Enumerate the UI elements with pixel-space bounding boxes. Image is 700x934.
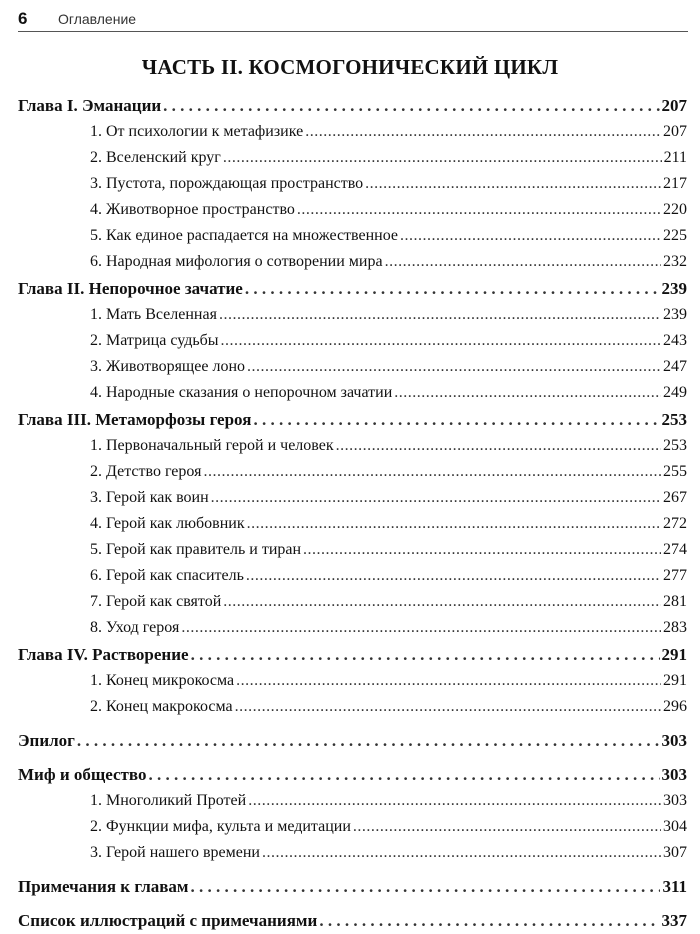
table-of-contents [18,92,687,934]
toc-entry-page: 239 [661,279,687,298]
dot-leader [303,537,661,563]
toc-section-entry[interactable] [18,788,687,814]
toc-entry-title: 1. Мать Вселенная [90,306,217,323]
toc-section-entry[interactable] [18,223,687,249]
toc-entry-page: 217 [663,175,687,192]
toc-entry-page: 220 [663,201,687,218]
dot-leader [181,615,661,641]
toc-section-entry[interactable] [18,328,687,354]
running-title: Оглавление [58,11,137,27]
toc-chapter-entry[interactable] [18,873,687,900]
toc-entry-page: 304 [663,818,687,835]
dot-leader [248,788,661,814]
toc-chapter-entry[interactable] [18,275,687,302]
dot-leader [247,354,661,380]
dot-leader [236,668,661,694]
toc-entry-title: Глава I. Эманации [18,96,162,115]
toc-section-entry[interactable] [18,563,687,589]
dot-leader [219,302,661,328]
toc-entry-title: 6. Герой как спаситель [90,567,244,584]
toc-chapter-entry[interactable] [18,727,687,754]
toc-entry-title: 3. Герой нашего времени [90,844,260,861]
dot-leader [394,380,661,406]
dot-leader [211,485,661,511]
toc-section-entry[interactable] [18,119,687,145]
toc-entry-title: 4. Народные сказания о непорочном зачатии [90,384,393,401]
part-title: ЧАСТЬ II. КОСМОГОНИЧЕСКИЙ ЦИКЛ [141,55,559,79]
toc-entry-page: 211 [663,149,687,166]
toc-entry-title: 1. Конец микрокосма [90,672,235,689]
toc-entry-title: 4. Герой как любовник [90,515,245,532]
toc-entry-page: 296 [663,698,687,715]
toc-entry-title: Список иллюстраций с примечаниями [18,911,318,930]
toc-entry-title: 7. Герой как святой [90,593,222,610]
dot-leader [319,907,659,934]
toc-section-entry[interactable] [18,537,687,563]
toc-entry-title: 2. Конец макрокосма [90,698,233,715]
toc-entry-page: 291 [661,645,687,664]
dot-leader [305,119,661,145]
toc-chapter-entry[interactable] [18,761,687,788]
toc-entry-page: 239 [663,306,687,323]
dot-leader [253,406,659,433]
toc-entry-title: 2. Матрица судьбы [90,332,219,349]
toc-entry-page: 225 [663,227,687,244]
toc-entry-page: 232 [663,253,687,270]
toc-entry-page: 283 [663,619,687,636]
dot-leader [353,814,661,840]
page-header [18,8,688,30]
toc-entry-page: 207 [663,123,687,140]
toc-section-entry[interactable] [18,694,687,720]
toc-entry-title: Глава IV. Растворение [18,645,189,664]
header-rule [18,31,688,32]
toc-entry-title: 2. Детство героя [90,463,202,480]
toc-section-entry[interactable] [18,249,687,275]
toc-entry-title: 1. От психологии к метафизике [90,123,304,140]
dot-leader [203,459,661,485]
dot-leader [297,197,661,223]
toc-entry-page: 274 [663,541,687,558]
toc-chapter-entry[interactable] [18,641,687,668]
toc-entry-title: 1. Многоликий Протей [90,792,247,809]
toc-entry-title: 3. Пустота, порождающая пространство [90,175,364,192]
dot-leader [223,589,661,615]
toc-entry-title: Примечания к главам [18,877,189,896]
dot-leader [336,433,661,459]
toc-entry-title: 3. Герой как воин [90,489,209,506]
toc-entry-title: 8. Уход героя [90,619,180,636]
toc-entry-page: 249 [663,384,687,401]
toc-entry-page: 337 [661,911,687,930]
toc-entry-page: 253 [661,410,687,429]
dot-leader [400,223,661,249]
dot-leader [246,563,661,589]
toc-entry-page: 247 [663,358,687,375]
toc-entry-title: 5. Герой как правитель и тиран [90,541,302,558]
toc-section-entry[interactable] [18,197,687,223]
toc-entry-page: 277 [663,567,687,584]
toc-section-entry[interactable] [18,668,687,694]
toc-entry-title: 3. Животворящее лоно [90,358,245,375]
toc-entry-title: 5. Как единое распадается на множественное [90,227,399,244]
toc-entry-title: 2. Функции мифа, культа и медитации [90,818,351,835]
toc-entry-page: 281 [663,593,687,610]
toc-section-entry[interactable] [18,589,687,615]
toc-entry-page: 272 [663,515,687,532]
toc-entry-page: 267 [663,489,687,506]
toc-entry-page: 255 [663,463,687,480]
dot-leader [77,727,660,754]
dot-leader [262,840,661,866]
toc-section-entry[interactable] [18,302,687,328]
toc-entry-title: 6. Народная мифология о сотворении мира [90,253,383,270]
toc-entry-page: 207 [661,96,687,115]
toc-entry-page: 307 [663,844,687,861]
toc-entry-title: 2. Вселенский круг [90,149,221,166]
toc-section-entry[interactable] [18,511,687,537]
toc-entry-page: 303 [661,765,687,784]
dot-leader [365,171,661,197]
toc-entry-page: 311 [662,877,687,896]
page-number: 6 [18,9,28,28]
toc-section-entry[interactable] [18,459,687,485]
dot-leader [247,511,661,537]
dot-leader [148,761,659,788]
toc-section-entry[interactable] [18,380,687,406]
dot-leader [385,249,661,275]
dot-leader [221,328,661,354]
toc-section-entry[interactable] [18,171,687,197]
toc-section-entry[interactable] [18,840,687,866]
toc-section-entry[interactable] [18,145,687,171]
toc-entry-page: 243 [663,332,687,349]
toc-entry-title: Эпилог [18,731,75,750]
toc-section-entry[interactable] [18,814,687,840]
toc-entry-page: 303 [663,792,687,809]
toc-section-entry[interactable] [18,615,687,641]
toc-entry-title: Глава III. Метаморфозы героя [18,410,252,429]
toc-entry-page: 253 [663,437,687,454]
toc-entry-title: 4. Животворное пространство [90,201,295,218]
toc-entry-page: 291 [663,672,687,689]
toc-section-entry[interactable] [18,354,687,380]
dot-leader [235,694,661,720]
dot-leader [191,641,660,668]
toc-chapter-entry[interactable] [18,406,687,433]
toc-chapter-entry[interactable] [18,907,687,934]
toc-entry-title: Глава II. Непорочное зачатие [18,279,243,298]
dot-leader [245,275,660,302]
toc-section-entry[interactable] [18,485,687,511]
dot-leader [223,145,662,171]
dot-leader [191,873,661,900]
toc-section-entry[interactable] [18,433,687,459]
dot-leader [163,92,659,119]
toc-entry-page: 303 [661,731,687,750]
toc-chapter-entry[interactable] [18,92,687,119]
toc-entry-title: Миф и общество [18,765,147,784]
toc-entry-title: 1. Первоначальный герой и человек [90,437,334,454]
